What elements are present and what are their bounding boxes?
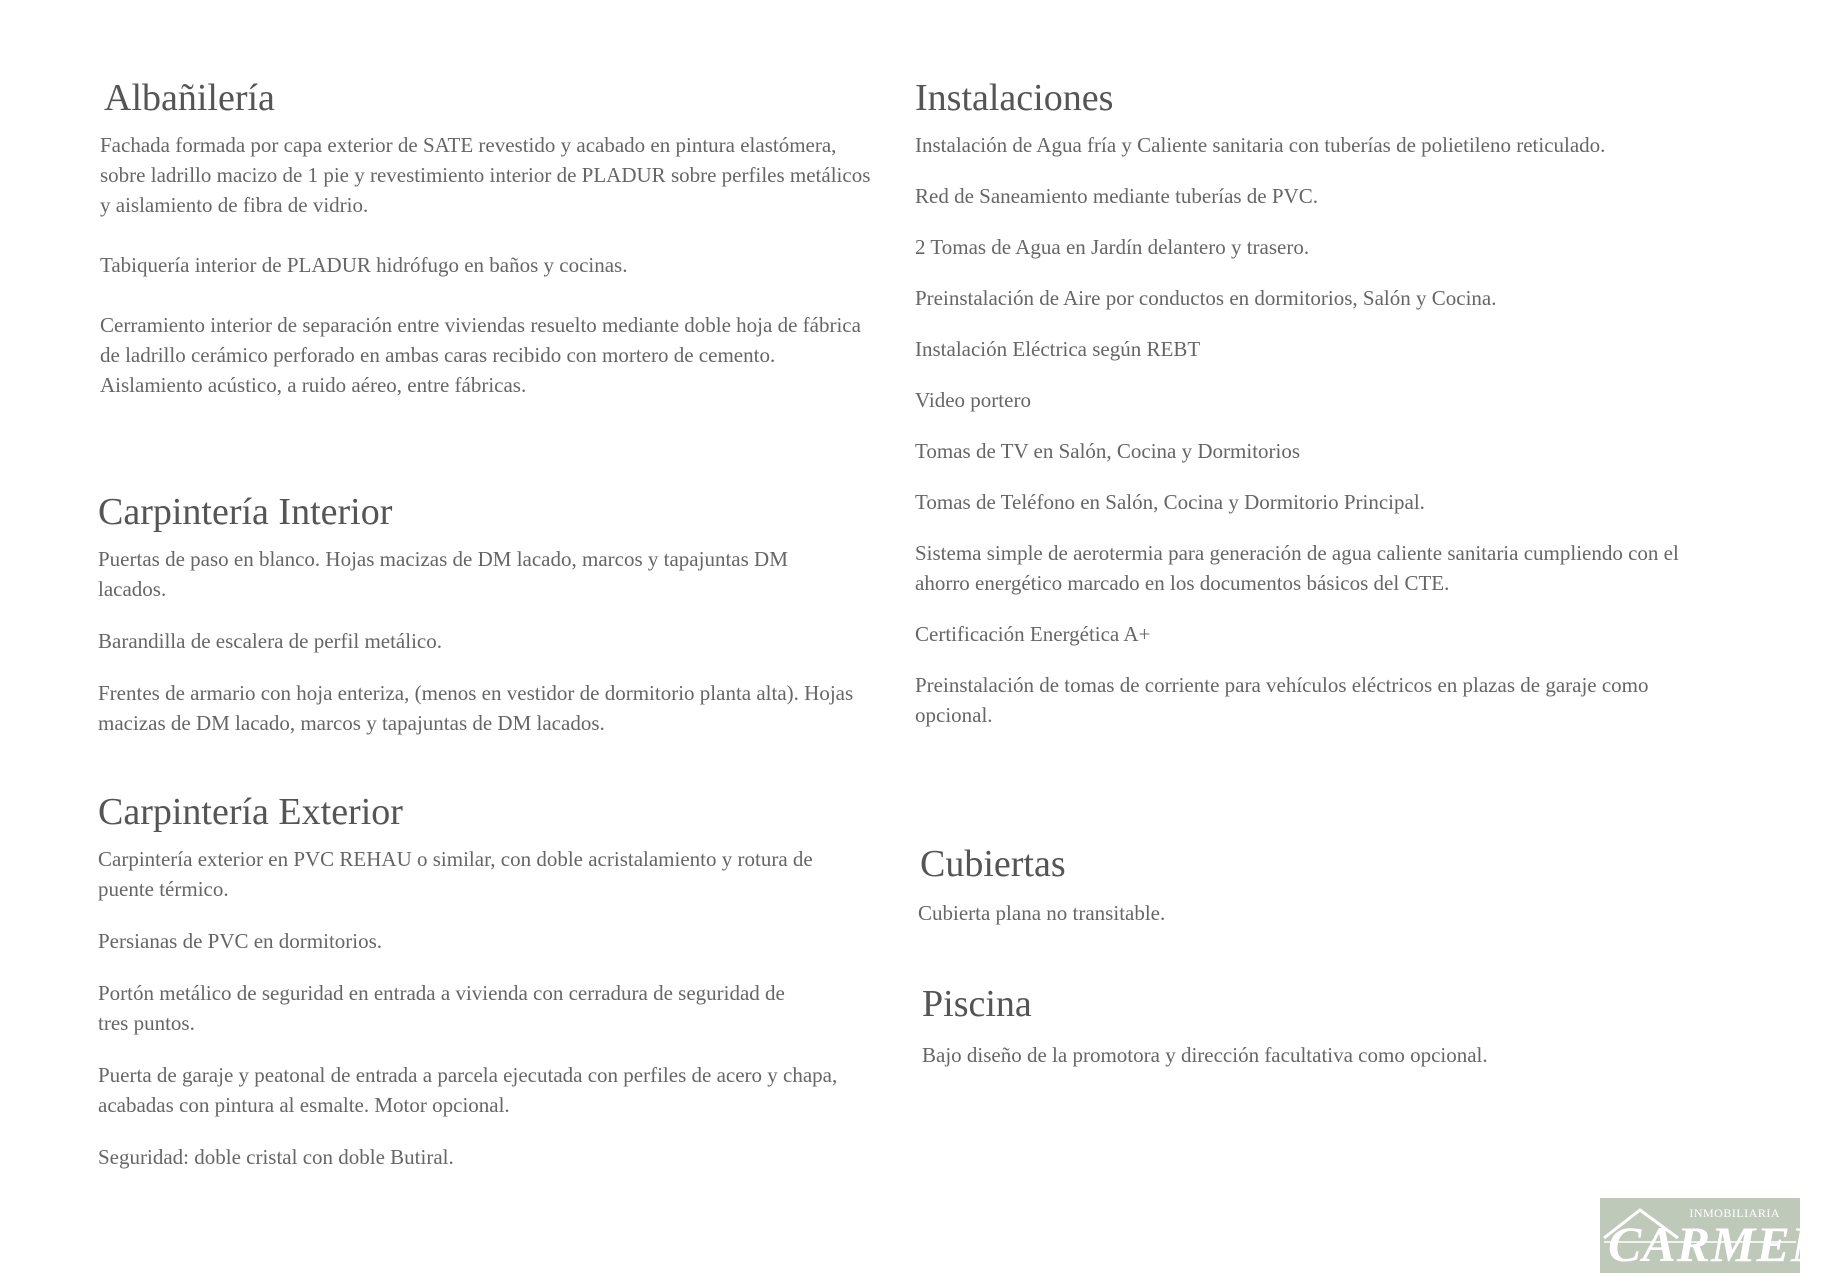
paragraph: Carpintería exterior en PVC REHAU o similar, con doble acristalamiento y rotura de puente térmico. — [98, 847, 813, 901]
logo-subtitle: INMOBILIARIA — [1689, 1206, 1780, 1220]
paragraph: Puertas de paso en blanco. Hojas macizas de DM lacado, marcos y tapajuntas DM lacados. — [98, 547, 788, 601]
paragraph: 2 Tomas de Agua en Jardín delantero y trasero. — [915, 235, 1310, 259]
paragraph: Barandilla de escalera de perfil metálico. — [98, 629, 442, 653]
paragraph: Preinstalación de Aire por conductos en dormitorios, Salón y Cocina. — [915, 286, 1497, 310]
section-cubiertas — [920, 842, 1680, 928]
paragraph: Fachada formada por capa exterior de SATE revestido y acabado en pintura elastómera, sobre ladrillo macizo de 1 pie y revestimiento interior de PLADUR sobre perfiles metálicos y aislamiento de fibra de vidrio. — [100, 133, 871, 217]
paragraph: Frentes de armario con hoja enteriza, (menos en vestidor de dormitorio planta alta). Hojas macizas de DM lacado, marcos y tapajuntas de DM lacados. — [98, 681, 854, 735]
section-carpinteria-interior — [98, 490, 858, 738]
logo-text: CARMEN — [1608, 1216, 1828, 1272]
paragraph: Video portero — [915, 388, 1031, 412]
section-carpinteria-exterior — [98, 790, 868, 1172]
section-albanileria — [100, 76, 871, 400]
paragraph: Tomas de TV en Salón, Cocina y Dormitorios — [915, 439, 1301, 463]
section-instalaciones — [915, 76, 1685, 730]
paragraph: Cubierta plana no transitable. — [918, 901, 1166, 925]
paragraph: Portón metálico de seguridad en entrada a vivienda con cerradura de seguridad de tres puntos. — [98, 981, 785, 1035]
section-title: Carpintería Interior — [98, 491, 393, 533]
paragraph: Preinstalación de tomas de corriente para vehículos eléctricos en plazas de garaje como opcional. — [915, 673, 1649, 727]
paragraph: Cerramiento interior de separación entre viviendas resuelto mediante doble hoja de fábrica de ladrillo cerámico perforado en ambas caras recibido con mortero de cemento. Aislamiento acústico, a ruido aéreo, entre fábricas. — [100, 313, 861, 397]
paragraph: Puerta de garaje y peatonal de entrada a parcela ejecutada con perfiles de acero y chapa, acabadas con pintura al esmalte. Motor opcional. — [98, 1063, 838, 1117]
section-title: Albañilería — [104, 77, 275, 119]
paragraph: Seguridad: doble cristal con doble Butiral. — [98, 1145, 454, 1169]
section-title: Piscina — [922, 983, 1032, 1025]
paragraph: Sistema simple de aerotermia para generación de agua caliente sanitaria cumpliendo con el ahorro energético marcado en los documentos básicos del CTE. — [915, 541, 1679, 595]
paragraph: Instalación de Agua fría y Caliente sanitaria con tuberías de polietileno reticulado. — [915, 133, 1606, 157]
section-title: Instalaciones — [915, 77, 1114, 119]
paragraph: Bajo diseño de la promotora y dirección facultativa como opcional. — [922, 1043, 1488, 1067]
brand-logo — [1600, 1198, 1828, 1273]
paragraph: Instalación Eléctrica según REBT — [915, 337, 1201, 361]
paragraph: Tomas de Teléfono en Salón, Cocina y Dormitorio Principal. — [915, 490, 1425, 514]
section-title: Carpintería Exterior — [98, 791, 403, 833]
section-title: Cubiertas — [920, 843, 1066, 885]
paragraph: Certificación Energética A+ — [915, 622, 1151, 646]
paragraph: Persianas de PVC en dormitorios. — [98, 929, 383, 953]
paragraph: Red de Saneamiento mediante tuberías de PVC. — [915, 184, 1318, 208]
paragraph: Tabiquería interior de PLADUR hidrófugo en baños y cocinas. — [100, 253, 628, 277]
section-piscina — [922, 982, 1682, 1070]
